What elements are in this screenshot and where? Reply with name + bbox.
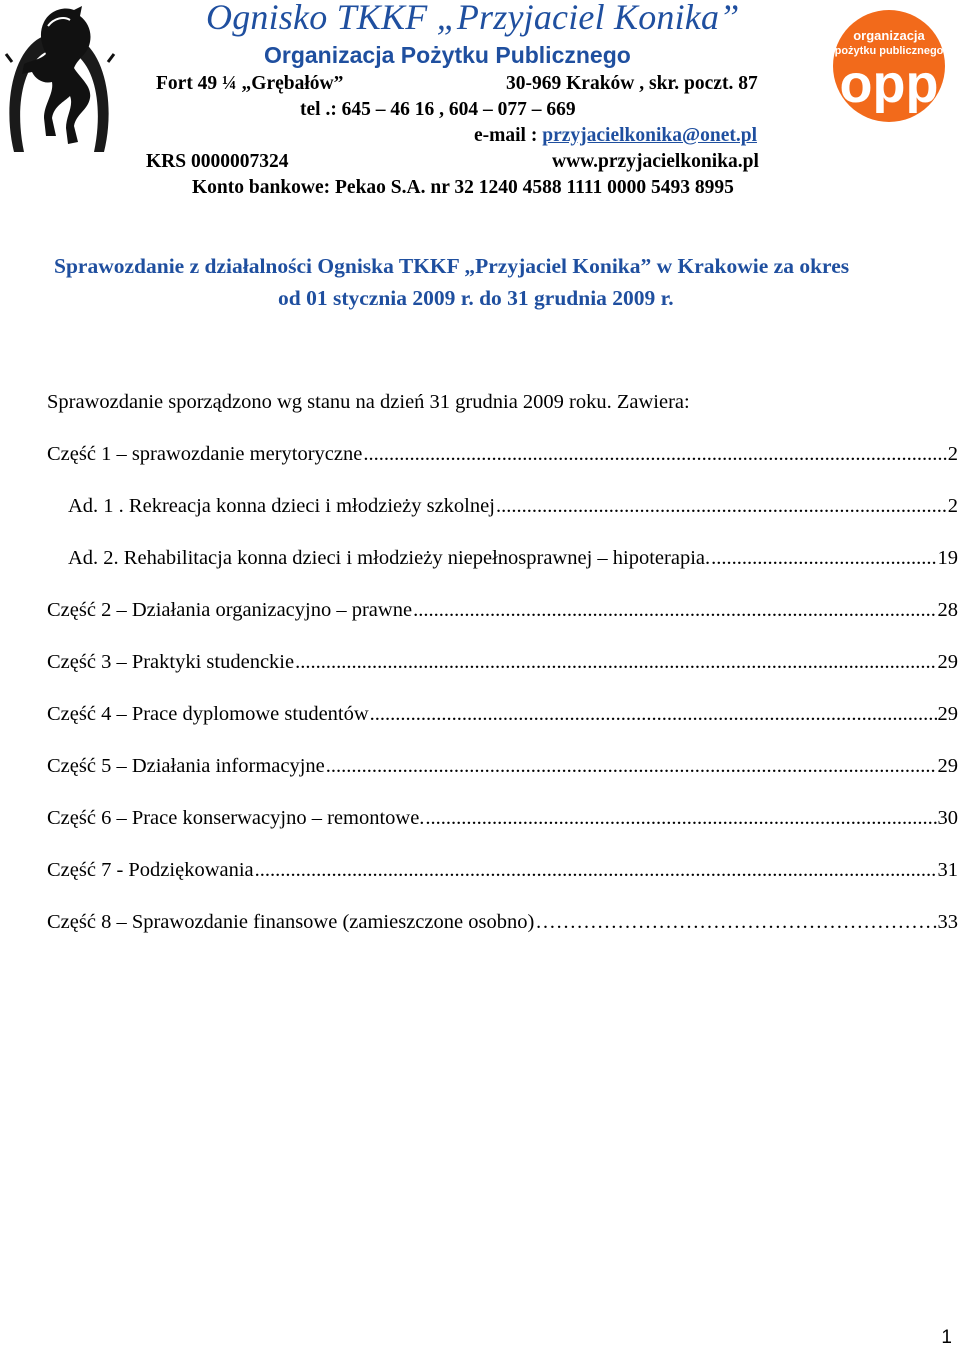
email-link[interactable]: przyjacielkonika@onet.pl (542, 125, 758, 146)
toc-leader (711, 547, 936, 570)
toc-entry[interactable] (68, 495, 958, 518)
toc-leader (413, 599, 936, 622)
toc-page: 2 (947, 443, 958, 465)
toc-label: Ad. 1 . Rekreacja konna dzieci i młodzieży szkolnej (68, 495, 495, 517)
address-city: 30-969 Kraków , skr. poczt. 87 (506, 73, 758, 94)
report-intro: Sprawozdanie sporządzono wg stanu na dzień 31 grudnia 2009 roku. Zawiera: (47, 391, 690, 413)
toc-entry[interactable] (47, 755, 958, 778)
address-street: Fort 49 ¼ „Grębałów” (156, 73, 344, 94)
toc-label: Ad. 2. Rehabilitacja konna dzieci i młodzieży niepełnosprawnej – hipoterapia. (68, 547, 711, 569)
toc-entry[interactable] (47, 651, 958, 674)
toc-label: Część 5 – Działania informacyjne (47, 755, 325, 777)
toc-leader (370, 703, 937, 726)
org-status: Organizacja Pożytku Publicznego (264, 42, 631, 68)
toc-page: 29 (937, 755, 958, 777)
phone-numbers: tel .: 645 – 46 16 , 604 – 077 – 669 (300, 99, 576, 120)
toc-leader (363, 443, 946, 466)
toc-leader (295, 651, 936, 674)
opp-text-big: opp (839, 54, 939, 114)
toc-entry[interactable] (47, 807, 958, 830)
opp-text-line1: organizacja (853, 28, 925, 43)
toc-label: Część 7 - Podziękowania (47, 859, 254, 881)
toc-leader (326, 755, 937, 778)
toc-page: 29 (937, 703, 958, 725)
toc-label: Część 3 – Praktyki studenckie (47, 651, 295, 673)
krs-number: KRS 0000007324 (146, 151, 289, 172)
toc-entry[interactable] (47, 859, 958, 882)
toc-page: 19 (937, 547, 958, 569)
report-title-line1: Sprawozdanie z działalności Ogniska TKKF „Przyjaciel Konika” w Krakowie za okres (54, 254, 850, 278)
toc-entry[interactable] (47, 443, 958, 466)
toc-entry[interactable] (47, 703, 958, 726)
toc-leader (425, 807, 936, 830)
email-label: e-mail : (474, 125, 543, 146)
toc-page: 31 (937, 859, 958, 881)
toc-entry[interactable] (47, 599, 958, 622)
opp-text-line2: pożytku publicznego (834, 45, 944, 57)
toc-entry[interactable] (47, 911, 958, 934)
report-title-line2: od 01 stycznia 2009 r. do 31 grudnia 2009 r. (278, 286, 674, 310)
website-link[interactable]: www.przyjacielkonika.pl (552, 151, 759, 172)
toc-leader (535, 911, 936, 934)
toc-page: 30 (937, 807, 958, 829)
toc-label: Część 1 – sprawozdanie merytoryczne (47, 443, 363, 465)
email-line (474, 125, 757, 147)
toc-label: Część 8 – Sprawozdanie finansowe (zamieszczone osobno) (47, 911, 535, 933)
toc-page: 28 (937, 599, 958, 621)
toc-page: 2 (947, 495, 958, 517)
toc-leader (255, 859, 937, 882)
toc-page: 33 (937, 911, 958, 933)
page-number: 1 (941, 1327, 952, 1348)
bank-account: Konto bankowe: Pekao S.A. nr 32 1240 4588 1111 0000 5493 8995 (192, 177, 734, 198)
toc-label: Część 4 – Prace dyplomowe studentów (47, 703, 369, 725)
toc-entry[interactable] (68, 547, 958, 570)
toc-label: Część 6 – Prace konserwacyjno – remontowe. (47, 807, 425, 829)
toc-leader (496, 495, 947, 518)
org-name: Ognisko TKKF „Przyjaciel Konika” (206, 0, 740, 37)
opp-logo-icon (826, 6, 952, 124)
toc-page: 29 (937, 651, 958, 673)
horse-logo-icon (4, 2, 116, 162)
toc-label: Część 2 – Działania organizacyjno – prawne (47, 599, 413, 621)
